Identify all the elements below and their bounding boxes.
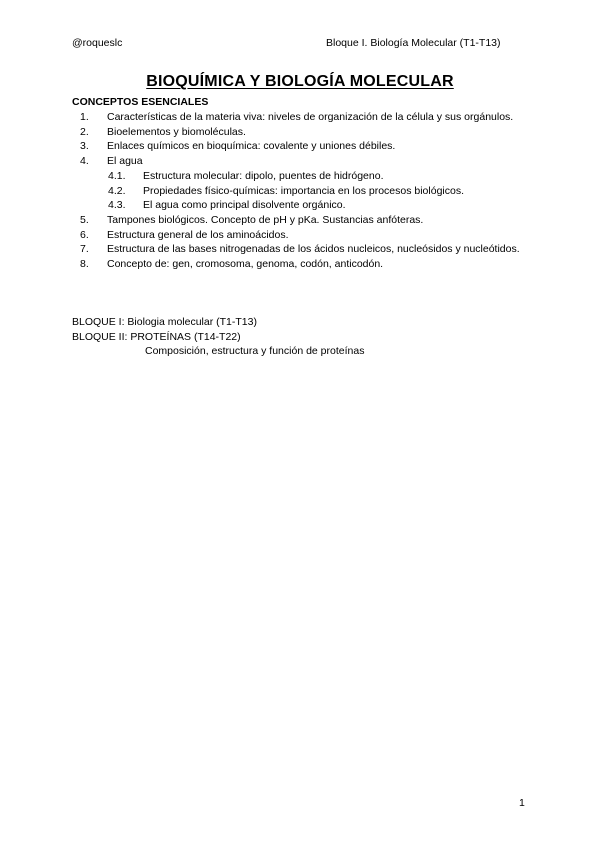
list-item	[72, 139, 528, 154]
list-item	[72, 154, 528, 169]
list-item-text: Tampones biológicos. Concepto de pH y pKa. Sustancias anfóteras.	[107, 213, 424, 226]
sublist-item-text: Propiedades físico-químicas: importancia en los procesos biológicos.	[143, 184, 464, 197]
list-item	[72, 125, 528, 140]
list-item-number: 5.	[80, 213, 89, 226]
block-2-label: BLOQUE II: PROTEÍNAS (T14-T22)	[72, 330, 241, 343]
list-item-text: Estructura de las bases nitrogenadas de los ácidos nucleicos, nucleósidos y nucleótidos.	[107, 243, 520, 256]
concepts-list	[72, 110, 528, 272]
list-item-text: Concepto de: gen, cromosoma, genoma, codón, anticodón.	[107, 258, 384, 271]
sublist-item-number: 4.3.	[108, 199, 126, 212]
section-heading: CONCEPTOS ESENCIALES	[72, 96, 209, 108]
block-2-description: Composición, estructura y función de proteínas	[145, 345, 365, 358]
list-item	[72, 213, 528, 228]
document-title-text: BIOQUÍMICA Y BIOLOGÍA MOLECULAR	[146, 73, 454, 90]
list-item-text: El agua	[107, 155, 143, 168]
list-item-text: Enlaces químicos en bioquímica: covalente y uniones débiles.	[107, 140, 396, 153]
list-item-number: 1.	[80, 111, 89, 123]
list-item-number: 4.	[80, 155, 89, 168]
sublist-item-number: 4.2.	[108, 184, 126, 197]
list-item-number: 2.	[80, 125, 89, 138]
sublist-item-text: El agua como principal disolvente orgánico.	[143, 199, 346, 212]
sublist-item	[72, 184, 528, 199]
document-title	[0, 73, 600, 91]
list-item	[72, 228, 528, 243]
list-item	[72, 242, 528, 257]
list-item-number: 8.	[80, 258, 89, 271]
blocks-section	[72, 315, 364, 359]
list-item-text: Estructura general de los aminoácidos.	[107, 228, 289, 241]
list-item-number: 6.	[80, 228, 89, 241]
sublist-item	[72, 198, 528, 213]
sublist-item-text: Estructura molecular: dipolo, puentes de hidrógeno.	[143, 169, 384, 182]
list-item-text: Bioelementos y biomoléculas.	[107, 125, 246, 138]
list-item-text: Características de la materia viva: niveles de organización de la célula y sus orgánulos.	[107, 111, 514, 123]
sublist-item	[72, 169, 528, 184]
block-1-label: BLOQUE I: Biologia molecular (T1-T13)	[72, 316, 257, 328]
list-item-number: 3.	[80, 140, 89, 153]
page-number: 1	[519, 797, 525, 809]
list-item	[72, 257, 528, 272]
list-item	[72, 110, 528, 125]
header-course: Bloque I. Biología Molecular (T1-T13)	[326, 37, 501, 49]
header-author: @roqueslc	[72, 37, 123, 49]
list-item-number: 7.	[80, 243, 89, 256]
sublist-item-number: 4.1.	[108, 169, 126, 182]
